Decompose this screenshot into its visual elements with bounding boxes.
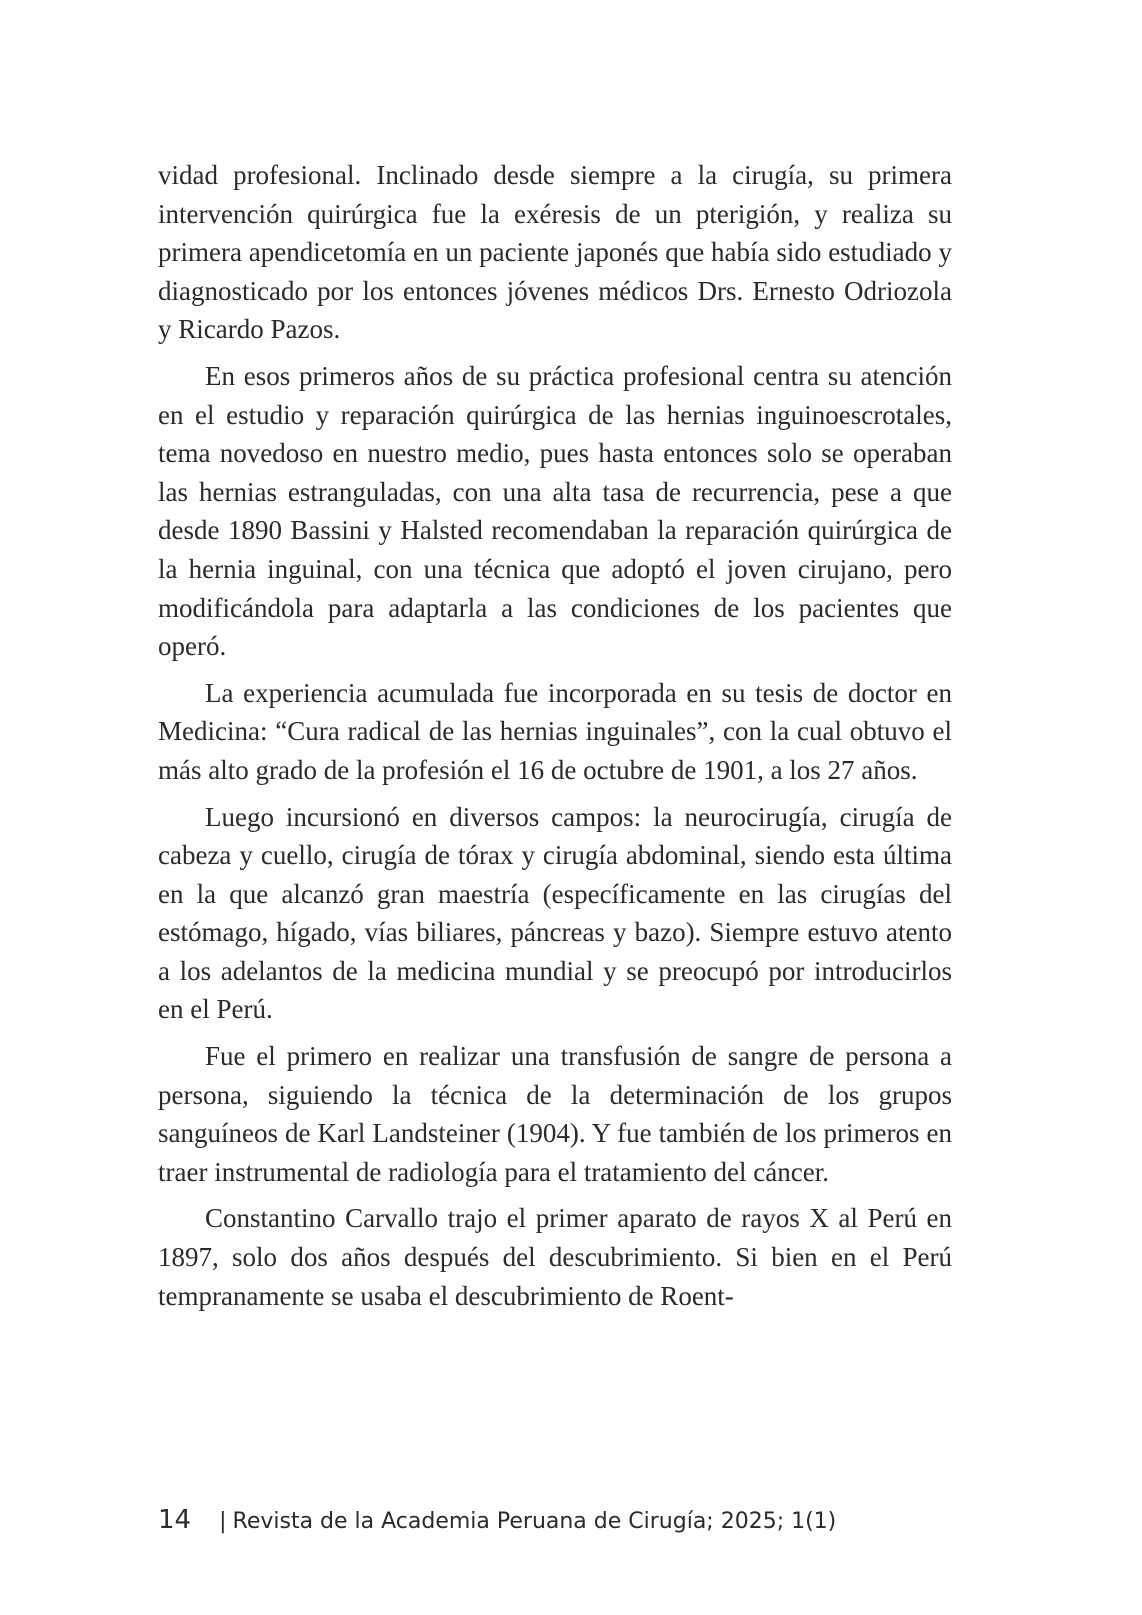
paragraph-2: En esos primeros años de su práctica profesional centra su atención en el estudio y reparación quirúrgica de las hernias inguinoescrotales, tema novedoso en nuestro medio, pues hasta entonces solo se operaban las hernias estranguladas, con una alta tasa de recurrencia, pese a que desde 1890 Bassini y Halsted recomendaban la reparación quirúrgica de la hernia inguinal, con una técnica que adoptó el joven cirujano, pero modificándola para adaptarla a las condiciones de los pacientes que operó. (158, 360, 952, 662)
page-number: 14 (158, 1505, 192, 1535)
article-body (158, 156, 952, 1323)
paragraph-5: Fue el primero en realizar una transfusión de sangre de persona a persona, siguiendo la técnica de la determinación de los grupos sanguíneos de Karl Landsteiner (1904). Y fue también de los primeros en traer instrumental de radiología para el tratamiento del cáncer. (158, 1041, 952, 1187)
paragraph-6: Constantino Carvallo trajo el primer aparato de rayos X al Perú en 1897, solo dos años después del descubrimiento. Si bien en el Perú tempranamente se usaba el descubrimiento de Roent- (158, 1203, 952, 1311)
paragraph-4: Luego incursionó en diversos campos: la neurocirugía, cirugía de cabeza y cuello, cirugía de tórax y cirugía abdominal, siendo esta última en la que alcanzó gran maestría (específicamente en las cirugías del estómago, hígado, vías biliares, páncreas y bazo). Siempre estuvo atento a los adelantos de la medicina mundial y se preocupó por introducirlos en el Perú. (158, 801, 952, 1025)
paragraph-3: La experiencia acumulada fue incorporada en su tesis de doctor en Medicina: “Cura radical de las hernias inguinales”, con la cual obtuvo el más alto grado de la profesión el 16 de octubre de 1901, a los 27 años. (158, 677, 952, 785)
journal-citation: Revista de la Academia Peruana de Cirugía; 2025; 1(1) (232, 1509, 837, 1534)
paragraph-1: vidad profesional. Inclinado desde siempre a la cirugía, su primera intervención quirúrgica fue la exéresis de un pterigión, y realiza su primera apendicetomía en un paciente japonés que había sido estudiado y diagnosticado por los entonces jóvenes médicos Drs. Ernesto Odriozola y Ricardo Pazos. (158, 160, 952, 345)
footer-separator: | (219, 1509, 227, 1534)
page-footer (158, 1505, 836, 1535)
